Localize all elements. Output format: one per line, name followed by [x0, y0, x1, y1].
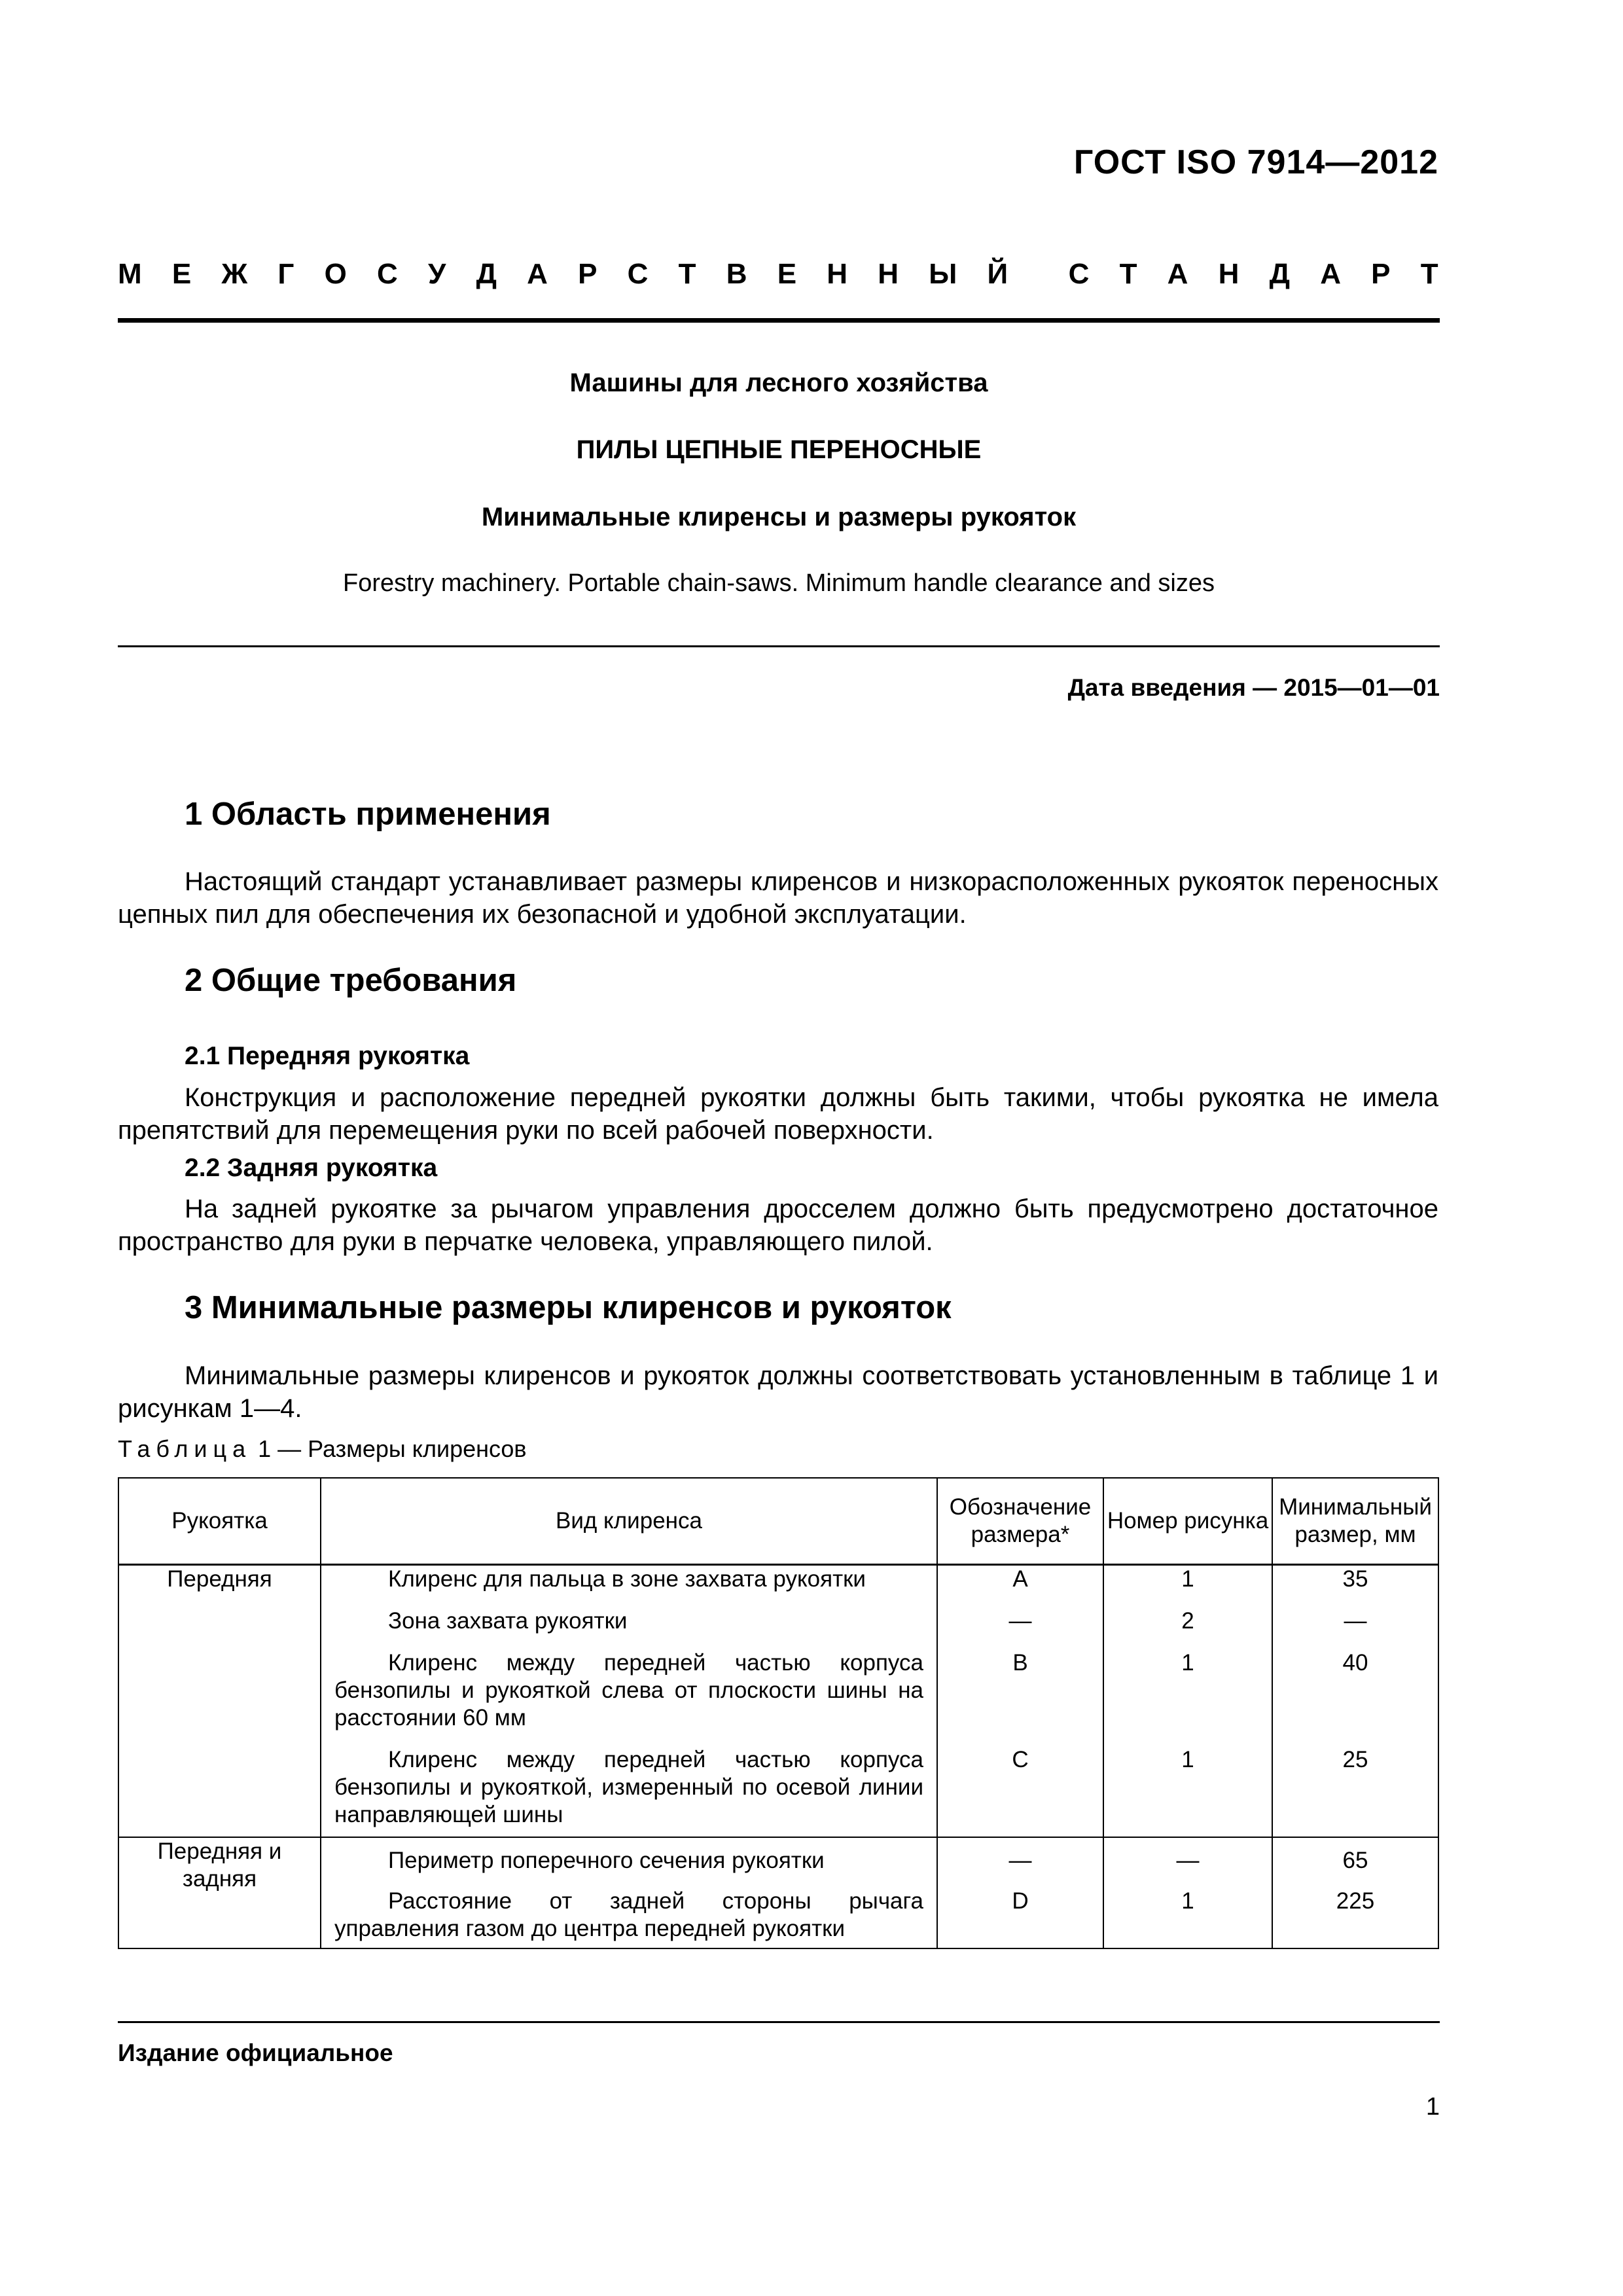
- header-kind: Вид клиренса: [321, 1478, 937, 1565]
- figure-cell: —: [1103, 1837, 1272, 1874]
- footer-rule: [118, 2021, 1440, 2023]
- table-caption: [118, 1435, 527, 1463]
- interstate-letter: Й: [987, 258, 1008, 290]
- section-1-heading: 1 Область применения: [185, 797, 551, 832]
- clearance-table: [118, 1477, 1439, 1949]
- interstate-letter: Р: [1371, 258, 1391, 290]
- interstate-letter: С: [1068, 258, 1090, 290]
- header-figure: Номер рисунка: [1103, 1478, 1272, 1565]
- standard-designation: ГОСТ ISO 7914—2012: [1073, 143, 1438, 181]
- interstate-letter: М: [118, 258, 142, 290]
- minimum-cell: 25: [1272, 1732, 1438, 1837]
- official-edition-note: Издание официальное: [118, 2039, 393, 2066]
- title-line-1: Машины для лесного хозяйства: [569, 368, 988, 397]
- kind-cell: Периметр поперечного сечения рукоятки: [388, 1848, 825, 1873]
- interstate-letter: С: [627, 258, 649, 290]
- header-rule: [118, 318, 1440, 323]
- section-3-heading: 3 Минимальные размеры клиренсов и рукояток: [185, 1290, 952, 1325]
- header-minimum: Минимальный размер, мм: [1272, 1478, 1438, 1565]
- table-row: [118, 1565, 1438, 1594]
- interstate-letter: А: [1167, 258, 1188, 290]
- interstate-letter: Г: [277, 258, 294, 290]
- section-2-1-text: Конструкция и расположение передней рукоятки должны быть такими, чтобы рукоятка не имела препятствий для перемещения руки по всей рабочей поверхности.: [118, 1083, 1438, 1145]
- minimum-cell: 35: [1272, 1565, 1438, 1594]
- section-3-text: Минимальные размеры клиренсов и рукояток должны соответствовать установленным в таблице 1 и рисункам 1—4.: [118, 1361, 1438, 1423]
- section-2-1-heading: 2.1 Передняя рукоятка: [185, 1042, 470, 1070]
- designation-cell: C: [937, 1732, 1103, 1837]
- designation-cell: —: [937, 1837, 1103, 1874]
- interstate-letter: Е: [777, 258, 797, 290]
- interstate-letter: Д: [476, 258, 497, 290]
- section-2-heading: 2 Общие требования: [185, 963, 517, 998]
- interstate-letter: Ы: [929, 258, 957, 290]
- interstate-letter: Т: [678, 258, 696, 290]
- section-2-2-heading: 2.2 Задняя рукоятка: [185, 1154, 438, 1182]
- interstate-letter: А: [527, 258, 548, 290]
- title-line-3: Минимальные клиренсы и размеры рукояток: [481, 503, 1077, 531]
- interstate-letter: Т: [1119, 258, 1137, 290]
- title-line-2: ПИЛЫ ЦЕПНЫЕ ПЕРЕНОСНЫЕ: [576, 435, 982, 464]
- interstate-letter: У: [427, 258, 446, 290]
- interstate-letter: О: [324, 258, 347, 290]
- table-header-row: [118, 1478, 1438, 1565]
- header-designation: Обозначение размера*: [937, 1478, 1103, 1565]
- figure-cell: 1: [1103, 1635, 1272, 1732]
- header-handle: Рукоятка: [118, 1478, 321, 1565]
- minimum-cell: —: [1272, 1593, 1438, 1635]
- interstate-letter: Ж: [221, 258, 248, 290]
- interstate-letter: Т: [1420, 258, 1438, 290]
- designation-cell: B: [937, 1635, 1103, 1732]
- section-2-2-text: На задней рукоятке за рычагом управления дросселем должно быть предусмотрено достаточное пространство для руки в перчатке человека, управляющего пилой.: [118, 1194, 1438, 1256]
- english-title: Forestry machinery. Portable chain-saws. Minimum handle clearance and sizes: [343, 569, 1215, 597]
- handle-front-and-rear: Передняя и задняя: [118, 1837, 321, 1948]
- title-rule: [118, 645, 1440, 647]
- designation-cell: A: [937, 1565, 1103, 1594]
- table-row: [118, 1837, 1438, 1874]
- interstate-letter: А: [1320, 258, 1341, 290]
- minimum-cell: 40: [1272, 1635, 1438, 1732]
- minimum-cell: 225: [1272, 1874, 1438, 1948]
- page-number: 1: [1425, 2093, 1440, 2121]
- interstate-letter: Д: [1269, 258, 1290, 290]
- kind-cell: Зона захвата рукоятки: [388, 1608, 628, 1634]
- kind-cell: Клиренс для пальца в зоне захвата рукоятки: [388, 1566, 866, 1592]
- figure-cell: 1: [1103, 1565, 1272, 1594]
- figure-cell: 1: [1103, 1874, 1272, 1948]
- handle-front: Передняя: [118, 1565, 321, 1838]
- interstate-letter: С: [377, 258, 398, 290]
- kind-cell: Клиренс между передней частью корпуса бензопилы и рукояткой слева от плоскости шины на расстоянии 60 мм: [334, 1650, 923, 1731]
- minimum-cell: 65: [1272, 1837, 1438, 1874]
- interstate-letter: Н: [878, 258, 899, 290]
- interstate-letter: В: [726, 258, 747, 290]
- kind-cell: Расстояние от задней стороны рычага управления газом до центра передней рукоятки: [334, 1888, 923, 1941]
- interstate-letter: Н: [827, 258, 848, 290]
- section-1-text: Настоящий стандарт устанавливает размеры клиренсов и низкорасположенных рукояток переносных цепных пил для обеспечения их безопасной и удобной эксплуатации.: [118, 867, 1438, 929]
- interstate-letter: Н: [1218, 258, 1240, 290]
- kind-cell: Клиренс между передней частью корпуса бензопилы и рукояткой, измеренный по осевой линии направляющей шины: [334, 1747, 923, 1827]
- interstate-standard-heading: [118, 258, 1438, 291]
- table-caption-title: 1 — Размеры клиренсов: [251, 1435, 527, 1462]
- interstate-letter: Р: [578, 258, 597, 290]
- designation-cell: —: [937, 1593, 1103, 1635]
- figure-cell: 2: [1103, 1593, 1272, 1635]
- designation-cell: D: [937, 1874, 1103, 1948]
- table-caption-prefix: Таблица: [118, 1435, 252, 1462]
- interstate-letter: Е: [171, 258, 192, 290]
- figure-cell: 1: [1103, 1732, 1272, 1837]
- introduction-date: Дата введения — 2015—01—01: [1067, 674, 1440, 701]
